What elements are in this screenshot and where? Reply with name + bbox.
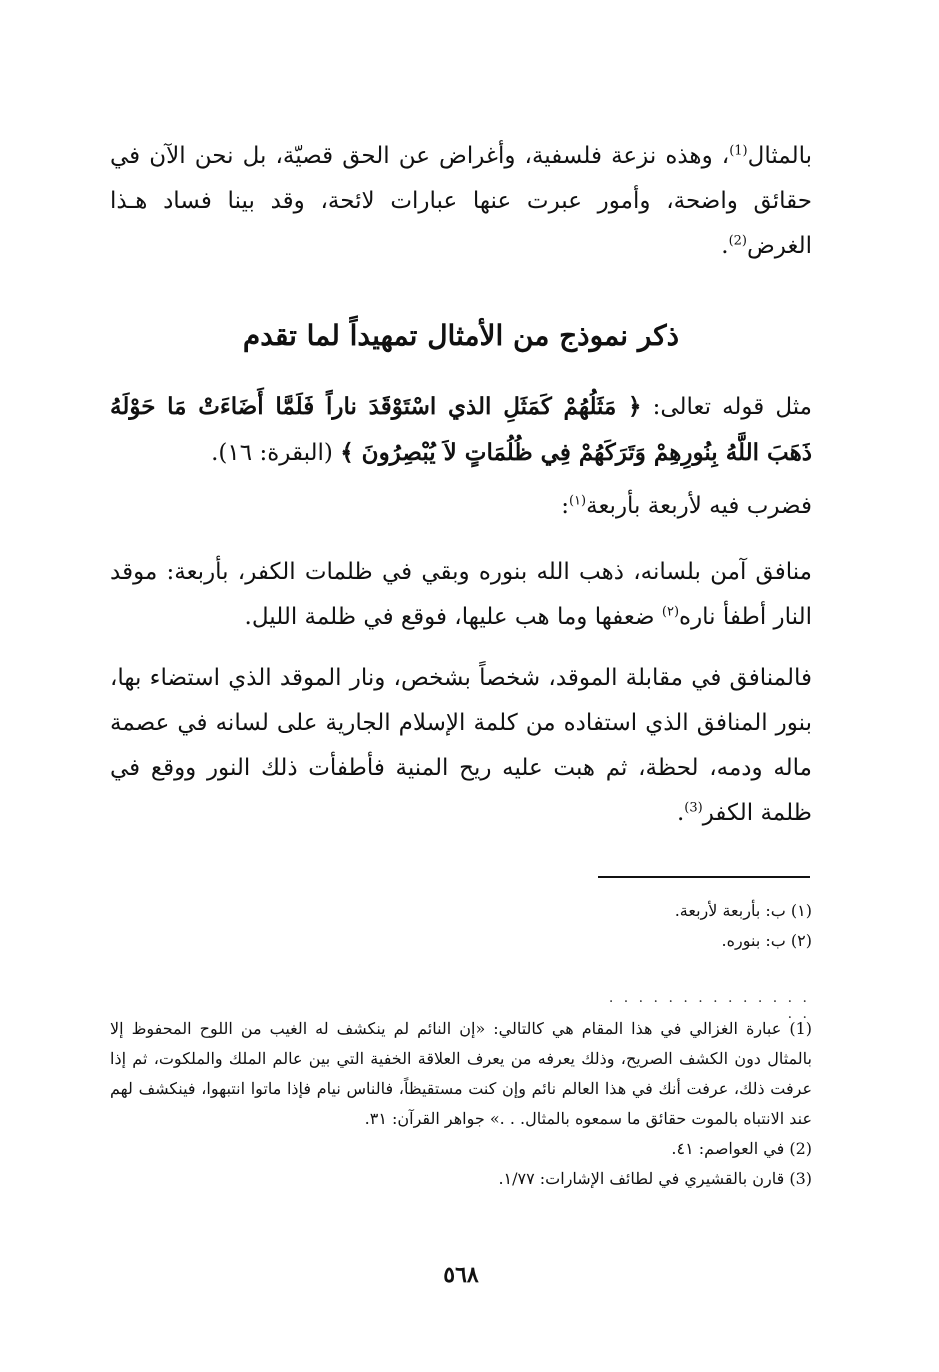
verse-intro: مثل قوله تعالى: xyxy=(641,394,813,420)
footnote-ref-2: (2) xyxy=(728,233,747,249)
footnote-3: (3) قارن بالقشيري في لطائف الإشارات: ١/٧٧. xyxy=(498,1169,812,1188)
paragraph-final xyxy=(110,656,812,836)
dotted-separator: . . . . . . . . . . . . . . . . xyxy=(608,990,810,1022)
footnote-separator xyxy=(598,876,810,878)
para-top-end: . xyxy=(721,233,729,259)
footnote-ref-3: (3) xyxy=(684,800,703,816)
footnote-1: (1) عبارة الغزالي في هذا المقام هي كالتالي: «إن النائم لم ينكشف له الغيب من اللوح المحفوظ إلا بالمثال دون الكشف الصريح، وذلك يعرفه من يعرف العلاقة الخفية التي بين عالم الملك والملكوت، ثم إذا عرفت ذلك، عرفت أنك في هذا العالم نائم وإن كنت مستقيظاً، فالناس نيام فإذا ماتوا انتبهوا، فينكشف لهم عند الانتباه بالموت حقائق ما سمعوه بالمثال. . .» جواهر القرآن: ٣١. xyxy=(110,1019,812,1128)
para-four-text: فضرب فيه لأربعة بأربعة xyxy=(586,493,812,519)
para-top-text-1: بالمثال xyxy=(747,143,812,169)
variant-note: (١) ب: بأربعة لأربعة. xyxy=(674,901,812,920)
variant-ref-1: (١) xyxy=(568,493,587,509)
verse-reference: (البقرة: ١٦). xyxy=(211,440,341,466)
variant-notes xyxy=(110,896,812,956)
section-heading: ذكر نموذج من الأمثال تمهيداً لما تقدم xyxy=(242,319,680,352)
footnote-2: (2) في العواصم: ٤١. xyxy=(671,1139,812,1158)
paragraph-top xyxy=(110,134,812,269)
page-number: ٥٦٨ xyxy=(443,1262,479,1288)
para-munafiq-text-2: ضعفها وما هب عليها، فوقع في ظلمة الليل. xyxy=(244,604,662,630)
paragraph-verse xyxy=(110,384,812,476)
para-final-end: . xyxy=(676,800,685,826)
variant-ref-2: (٢) xyxy=(661,604,680,620)
para-final-text: فالمنافق في مقابلة الموقد، شخصاً بشخص، ونار الموقد الذي استضاء بها، بنور المنافق الذي استفاده من كلمة الإسلام الجارية على لسانه في عصمة ماله ودمه، لحظة، ثم هبت عليه ريح المنية فأطفأت ذلك النور ووقع في ظلمة الكفر xyxy=(110,665,812,826)
variant-note: (٢) ب: بنوره. xyxy=(721,931,812,950)
paragraph-munafiq xyxy=(110,550,812,640)
para-four-end: : xyxy=(561,493,569,519)
para-munafiq-text-1: منافق آمن بلسانه، ذهب الله بنوره وبقي في ظلمات الكفر، بأربعة: موقد النار أطفأ ناره xyxy=(110,559,812,630)
footnote-ref-1: (1) xyxy=(729,143,748,159)
paragraph-four xyxy=(110,484,812,529)
quran-verse: ﴿ مَثَلُهُمْ كَمَثَلِ الذي اسْتَوْقَدَ ناراً فَلَمَّا أَضَاءَتْ مَا حَوْلَهُ ذَهَبَ اللَّهُ بِنُورِهِمْ وَتَرَكَهُمْ فِي ظُلُمَاتٍ لاَ يُبْصِرُونَ ﴾ xyxy=(110,393,812,466)
para-top-text-2: ، وهذه نزعة فلسفية، وأغراض عن الحق قصيّة، بل نحن الآن في حقائق واضحة، وأمور عبرت عنها عبارات لائحة، وقد بينا فساد هـذا الغرض xyxy=(110,143,812,259)
footnotes xyxy=(110,1014,812,1194)
